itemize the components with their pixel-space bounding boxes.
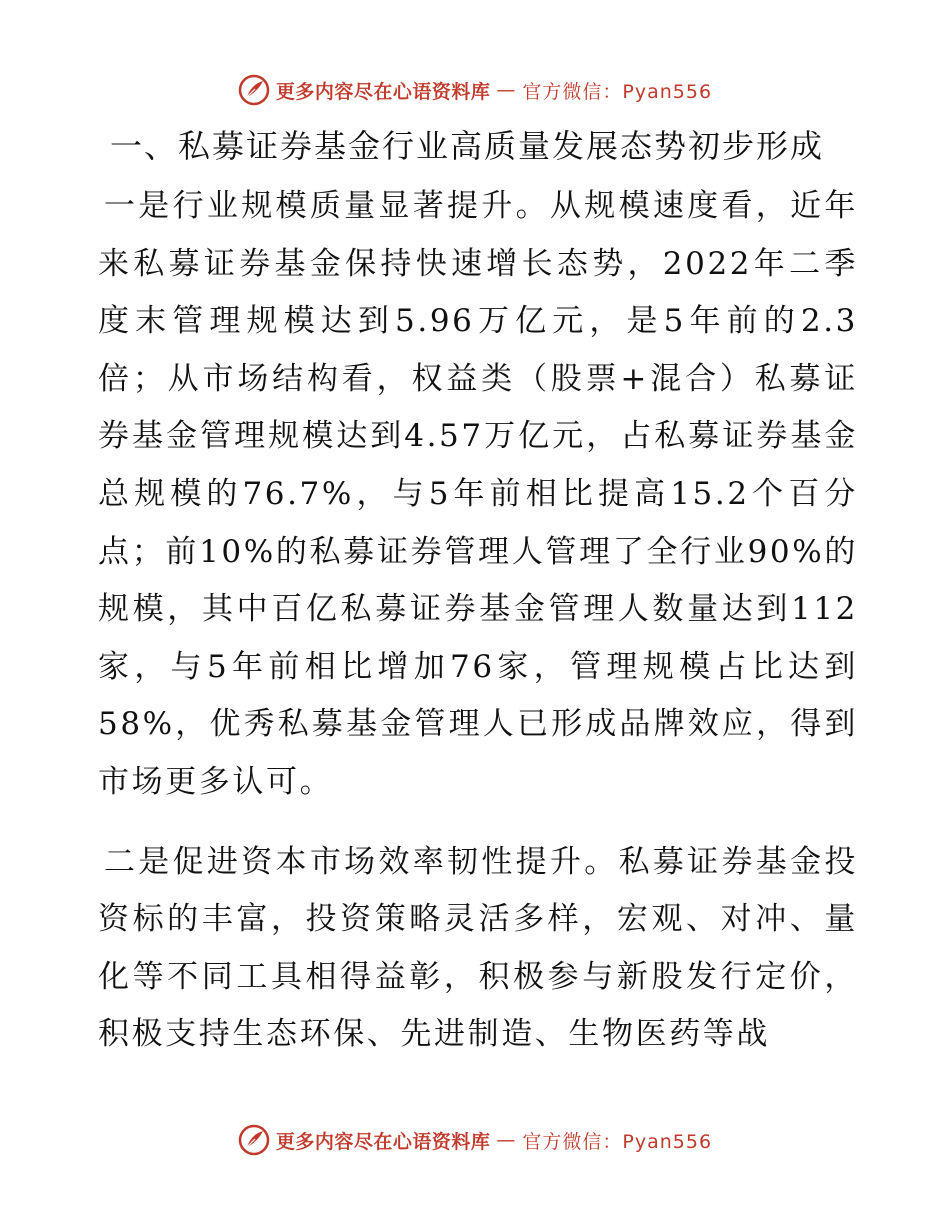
watermark-separator: — — [496, 79, 517, 101]
watermark-wechat-text: 官方微信：Pyan556 — [522, 80, 713, 103]
footer-watermark — [0, 1122, 950, 1158]
watermark-main-text: 更多内容尽在心语资料库 — [275, 1130, 491, 1153]
paragraph-market-efficiency: 二是促进资本市场效率韧性提升。私募证券基金投资标的丰富，投资策略灵活多样，宏观、对冲、量化等不同工具相得益彰，积极参与新股发行定价，积极支持生态环保、先进制造、生物医药等战 — [98, 843, 858, 1053]
document-body — [98, 122, 858, 1064]
section-heading: 一、私募证券基金行业高质量发展态势初步形成 — [110, 127, 825, 165]
paragraph-scale-quality: 一是行业规模质量显著提升。从规模速度看，近年来私募证券基金保持快速增长态势，2022年二季度末管理规模达到5.96万亿元，是5年前的2.3倍；从市场结构看，权益类（股票+混合）私募证券基金管理规模达到4.57万亿元，占私募证券基金总规模的76.7%，与5年前相比提高15.2个百分点；前10%的私募证券管理人管理了全行业90%的规模，其中百亿私募证券基金管理人数量达到112家，与5年前相比增加76家，管理规模占比达到58%，优秀私募基金管理人已形成品牌效应，得到市场更多认可。 — [98, 188, 858, 800]
watermark-wechat-text: 官方微信：Pyan556 — [522, 1130, 713, 1153]
watermark-main-text: 更多内容尽在心语资料库 — [275, 80, 491, 103]
watermark-separator: — — [496, 1129, 517, 1151]
header-watermark — [0, 72, 950, 108]
feather-pen-logo-icon — [238, 74, 270, 106]
feather-pen-logo-icon — [238, 1124, 270, 1156]
